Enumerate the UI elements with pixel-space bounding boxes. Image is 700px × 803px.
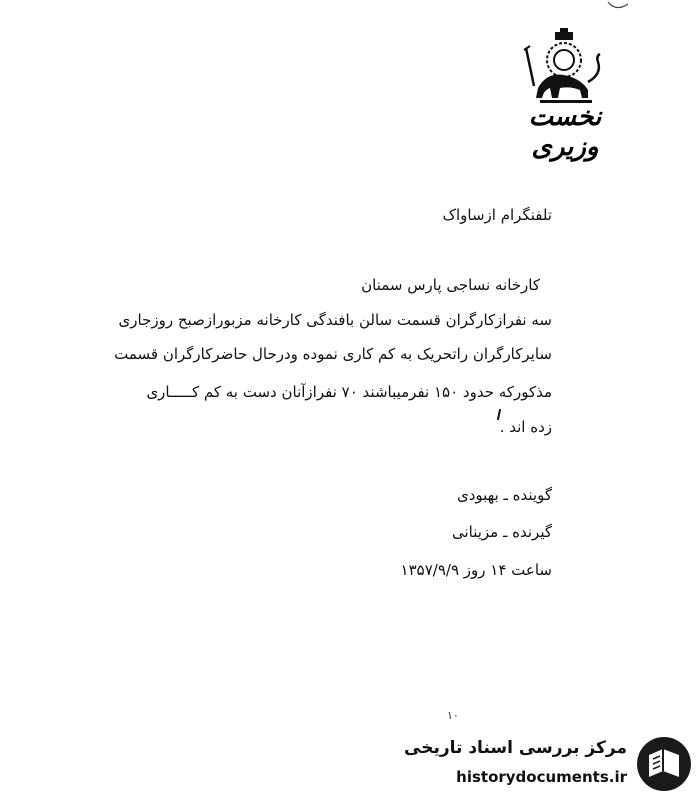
lion-and-sun-emblem-icon — [520, 26, 610, 106]
addressee: کارخانه نساجی پارس سمنان — [361, 276, 540, 294]
speaker-line: گوینده ـ بهبودی — [456, 486, 552, 504]
body-line-2: سایرکارگران راتحریک به کم کاری نموده ودرحال حاضرکارگران قسمت — [114, 345, 552, 363]
source-watermark — [405, 730, 697, 800]
body-line-1: سه نفرازکارگران قسمت سالن بافندگی کارخانه مزبورازصبح روزجاری — [118, 311, 552, 329]
corner-scribble — [606, 0, 630, 12]
receiver-line: گیرنده ـ مزینانی — [451, 523, 552, 541]
office-title: نخست وزیری — [528, 102, 602, 162]
telegram-header: تلفنگرام ازساواک — [442, 206, 552, 224]
archive-book-logo-icon — [635, 735, 693, 793]
watermark-title: مرکز بررسی اسناد تاریخی — [404, 738, 627, 758]
page-mark: ۱۰ — [447, 709, 459, 722]
time-line: ساعت ۱۴ روز ۱۳۵۷/۹/۹ — [400, 561, 552, 579]
watermark-url: historydocuments.ir — [456, 768, 627, 786]
body-line-3: مذکورکه حدود ۱۵۰ نفرمیباشند ۷۰ نفرازآنان دست به کم کـــــاری — [146, 383, 552, 401]
body-line-4: زده اند . — [499, 418, 552, 436]
